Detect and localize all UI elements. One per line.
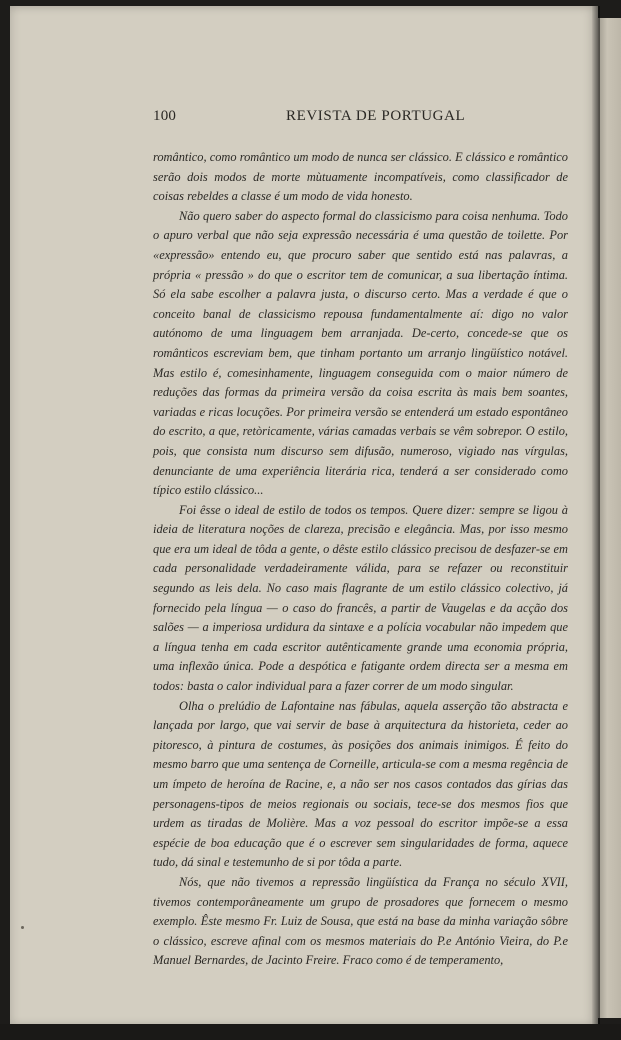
body-text (153, 148, 568, 971)
running-header (153, 108, 568, 130)
page-gutter-shadow (592, 6, 600, 1026)
paragraph: Nós, que não tivemos a repressão lingüística da França no século XVII, tivemos contemporâneamente um grupo de prosadores que fornecem o mesmo exemplo. Êste mesmo Fr. Luiz de Sousa, que está na base da minha variação sôbre o clássico, escreve afinal com os mesmos materiais do P.e António Vieira, do P.e Manuel Bernardes, de Jacinto Freire. Fraco como é de temperamento, (153, 874, 568, 968)
bottom-shadow (0, 1024, 621, 1040)
paragraph: Olha o prelúdio de Lafontaine nas fábulas, aquela asserção tão abstracta e lançada por largo, que vai servir de base à arquitectura da historieta, ceder ao pitoresco, à pintura de costumes, às posições dos animais inimigos. É feito do mesmo barro que uma sentença de Corneille, articula-se com a mesma regência de um ímpeto de heroína de Racine, e, a não ser nos casos contados das gírias das personagens-tipos de meios regionais ou sociais, tece-se dos mesmos fios que urdem as tiradas de Molière. Mas a voz pessoal do escritor impõe-se a essa espécie de boa educação que é o escrever sem singularidades de forma, aquece tudo, dá sinal e testemunho de si por tôda a parte. (153, 698, 568, 870)
paragraph: Não quero saber do aspecto formal do classicismo para coisa nenhuma. Todo o apuro verbal que não seja expressão necessária é uma questão de toilette. Por «expressão» entendo eu, que procuro saber que sentido está nas palavras, a própria « pressão » do que o escritor tem de comunicar, a sua libertação íntima. Só ela sabe escolher a palavra justa, o discurso certo. Mas a verdade é que o conceito banal de classicismo repousa fundamentalmente aí: digo no valor autónomo de uma linguagem bem arranjada. De-certo, concede-se que os românticos escreviam bem, que tinham portanto um arranjo lingüístico notável. Mas estilo é, comesinhamente, linguagem conseguida com o maior número de reduções das formas da primeira versão da coisa escrita às mais bem soantes, variadas e ricas locuções. Por primeira versão se entenderá um estado espontâneo do escrito, a que, retòricamente, várias camadas verbais se vêm sobrepor. O estilo, pois, que consista num discurso sem difusão, numeroso, vigiado nas vírgulas, denunciante de uma experiência literária rica, tenderá a ser considerado como típico estilo clássico... (153, 208, 568, 498)
page-number: 100 (153, 108, 177, 124)
paragraph: Foi êsse o ideal de estilo de todos os tempos. Quere dizer: sempre se ligou à ideia de literatura noções de clareza, precisão e elegância. Mas, por isso mesmo que era um ideal de tôda a gente, o dêste estilo clássico precisou de desfazer-se em cada personalidade verdadeiramente válida, para se refazer ou reconstituir segundo as leis dela. No caso mais flagrante de um estilo clássico colectivo, já fornecido pela língua — o caso do francês, a partir de Vaugelas e da acção dos salões — a imperiosa urdidura da sintaxe e a polícia vocabular não impedem que a língua tenha em cada escritor autênticamente grande uma economia própria, uma inflexão única. Pode a despótica e fatigante ordem directa ser a mesma em todos: basta o calor individual para a fazer correr de um modo singular. (153, 502, 568, 694)
next-page-edge (598, 18, 621, 1018)
paper-speck (21, 926, 24, 929)
paragraph: romântico, como romântico um modo de nunca ser clássico. E clássico e romântico serão dois modos de morte mùtuamente incompatíveis, como classificador de coisas rebeldes a classe é um modo de vida honesto. (153, 150, 568, 204)
running-title: REVISTA DE PORTUGAL (286, 108, 466, 124)
